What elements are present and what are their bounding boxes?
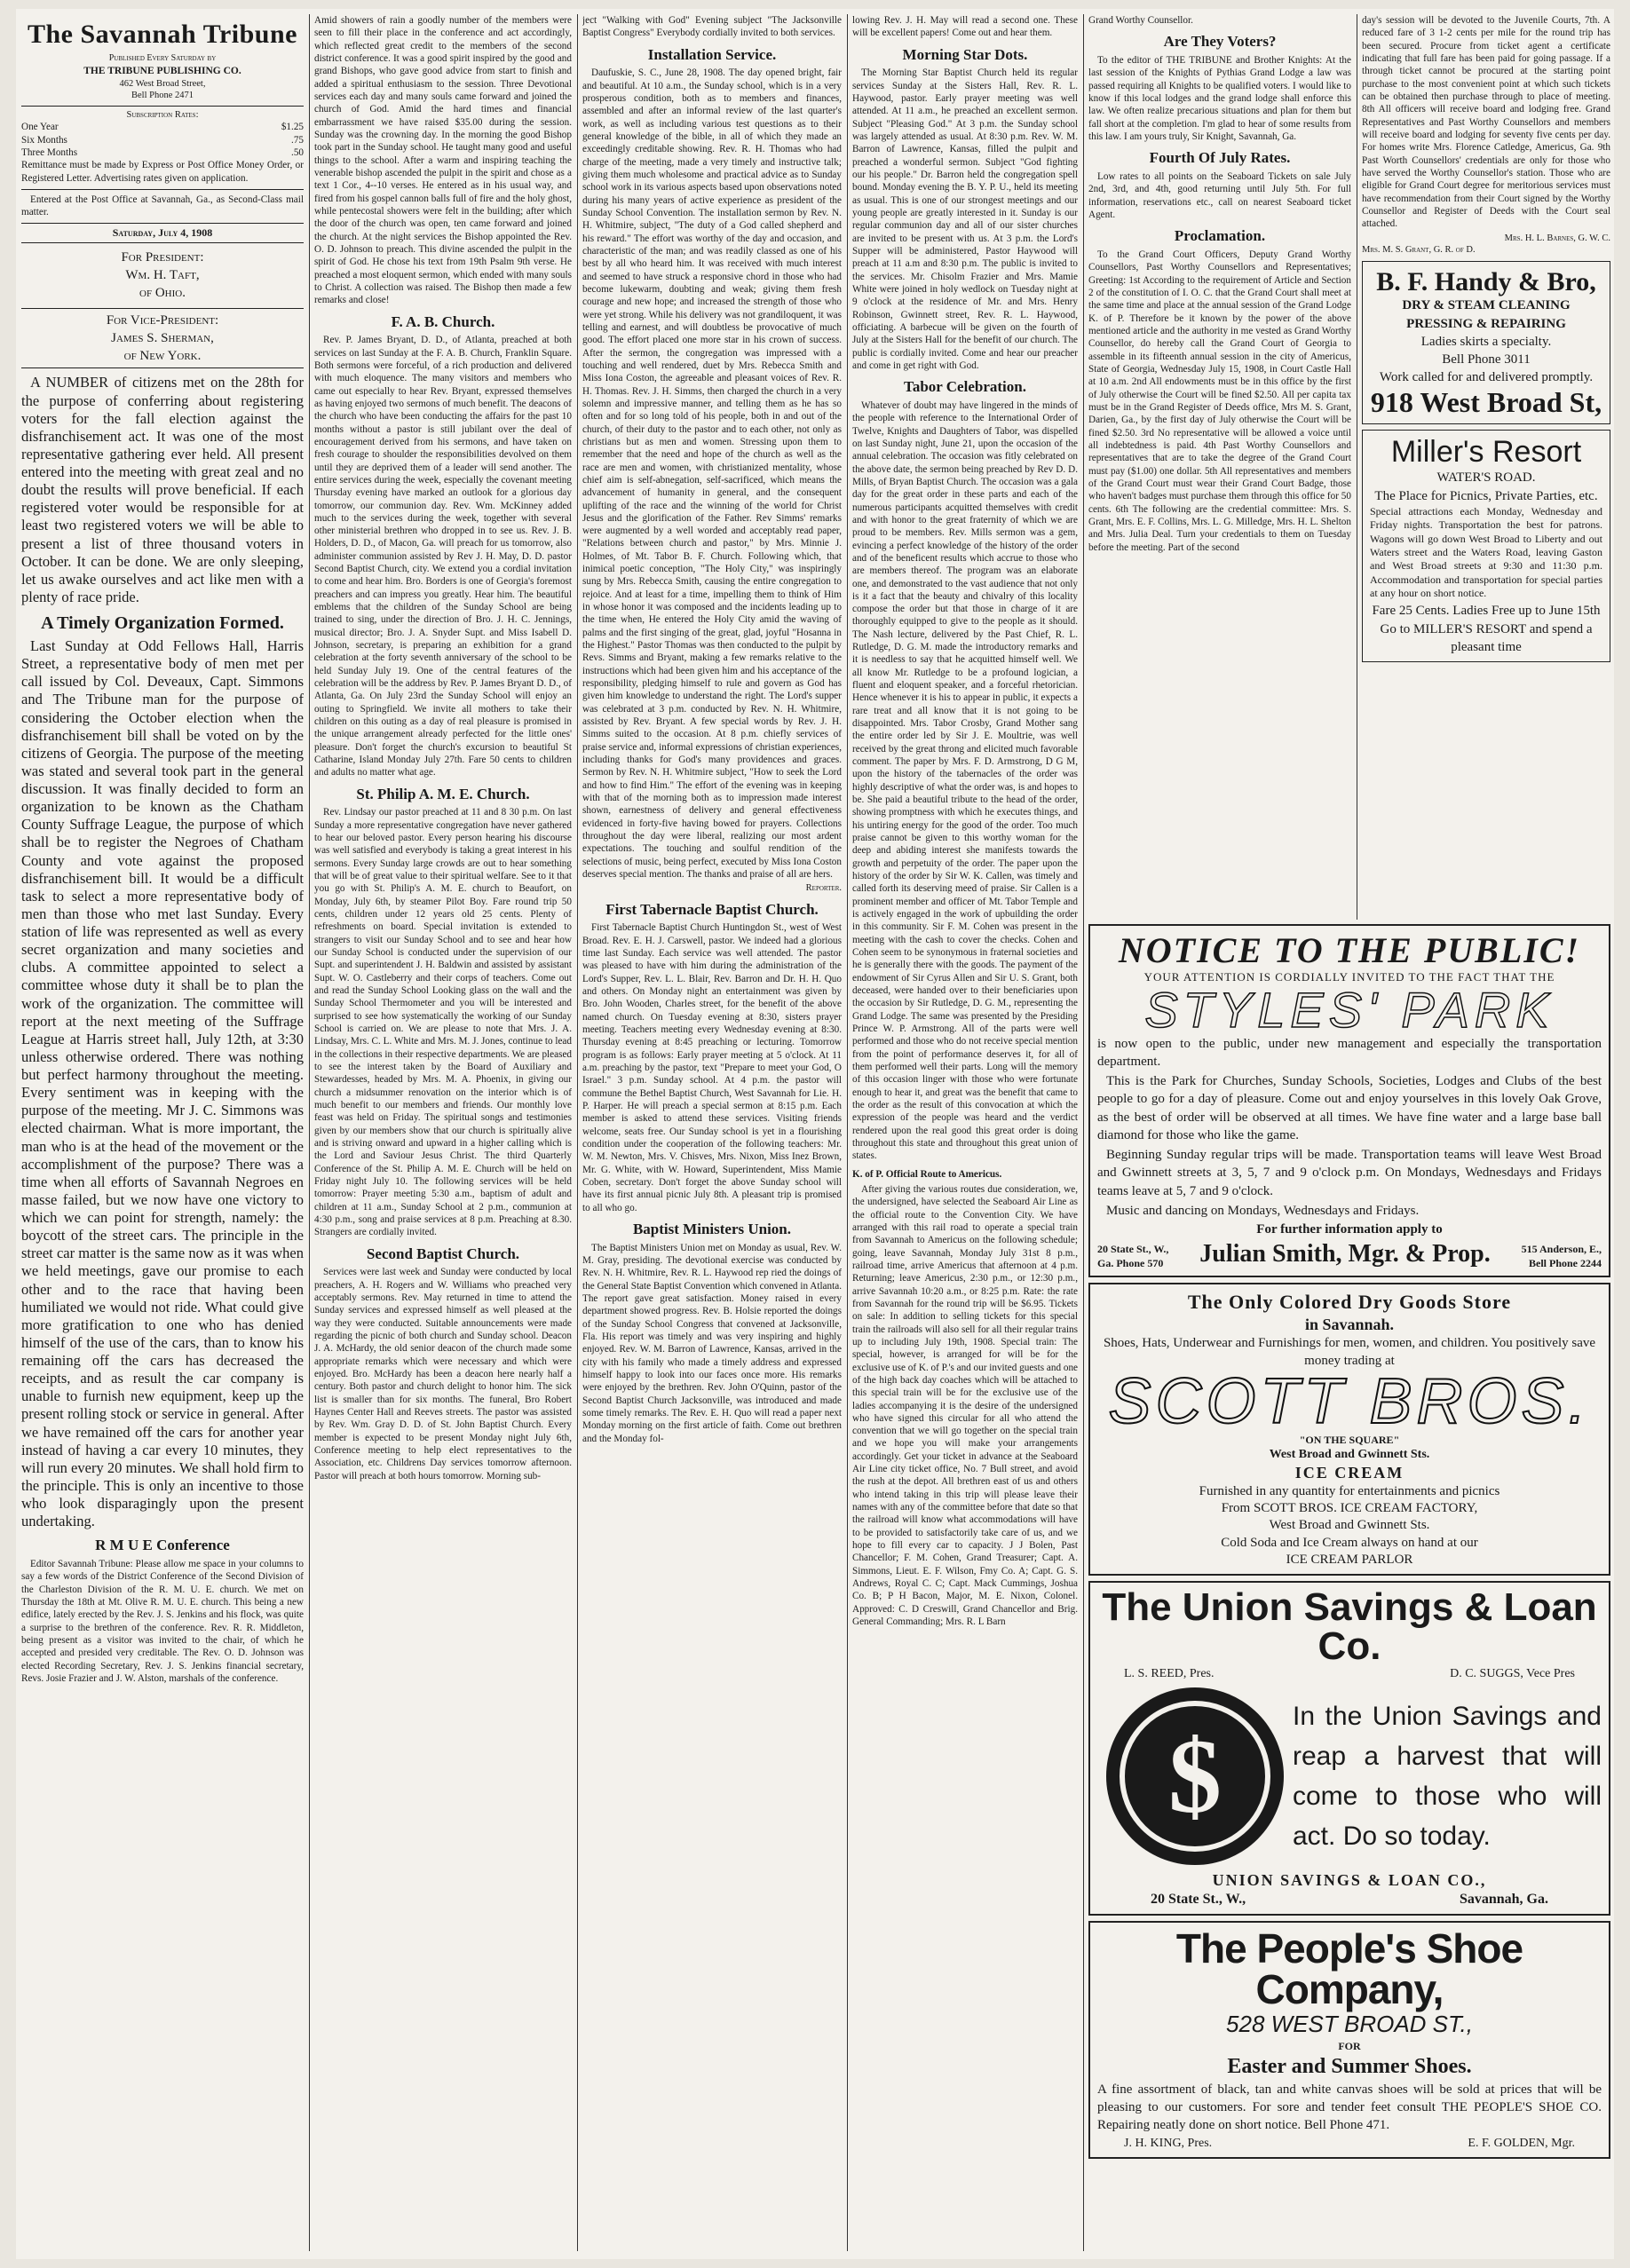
article-heading: Are They Voters? — [1163, 33, 1277, 51]
ad-subtitle: Easter and Summer Shoes. — [1227, 2054, 1472, 2078]
ad-body: Beginning Sunday regular trips will be made. Transportation teams will leave West Broad and Gwinnett streets at 3, 5, 7 and 9 o'clock p.m. On Mondays, Wednesdays and Fridays teams leave at 5, 7 and 9 o'clock. — [1097, 1148, 1602, 1198]
ad-footer: UNION SAVINGS & LOAN CO., — [1212, 1870, 1487, 1889]
rates-heading: Subscription Rates: — [126, 109, 199, 120]
ad-line: Ladies skirts a specialty. — [1420, 334, 1552, 349]
vp-state: of New York. — [123, 349, 202, 364]
ad-line: West Broad and Gwinnett Sts. — [1269, 1448, 1430, 1462]
ad-body: Special attractions each Monday, Wednesday and Friday nights. Transportation the best for patrons. Wagons will go down West Broad to Liberty and out Waters street and the Waters Road, leaving Gaston and West Broad streets at 9:30 and 11:30 p.m. Accommodation and transportation for special parties at any hour on short notice. — [1370, 504, 1602, 599]
article-heading: First Tabernacle Baptist Church. — [605, 900, 819, 918]
ad-copy: In the Union Savings and reap a harvest that will come to those who will act. Do so today. — [1293, 1701, 1602, 1851]
president-block — [21, 249, 304, 303]
column-rule — [1083, 14, 1084, 2251]
ad-line: Work called for and delivered promptly. — [1379, 370, 1594, 385]
ad-line: ICE CREAM — [1294, 1463, 1404, 1482]
ad-city: Savannah, Ga. — [1459, 1891, 1548, 1907]
president-state: of Ohio. — [139, 286, 186, 301]
article-body: Services were last week and Sunday were conducted by local preachers, A. H. Rogers and W. Williams who preached very acceptably sermons. Rev. May returned in time to attend the Sunday services and expressed himself as well pleased at the way they were conducted. Suitable announcements were made regarding the picnic of both church and Sunday school. Deacon J. A. McHardy, the old senior deacon of the church made some appropriate remarks which were necessary and which were enjoyed. Bro. McHardy has been a deacon here nearly half a century. Both pastor and church delight to honor him. The sick list is smaller than for six months. The funeral, Bro Robert Haynes Center Hall and Reeves streets. The pastor was assisted by Rev. Wm. Gray D. D. of St. John Baptist Church. Every member is expected to be present Monday night July 6th, Conference meeting to help elect representatives to the Association, etc. Childrens Day services tomorrow afternoon. Pastor will preach at both hours tomorrow. Morning sub- — [314, 1267, 572, 1482]
ad-line: The Only Colored Dry Goods Store — [1187, 1291, 1512, 1314]
article-heading: K. of P. Official Route to Americus. — [852, 1168, 1002, 1180]
vp-heading: For Vice-President: — [106, 312, 219, 328]
newspaper-page — [16, 9, 1614, 2259]
article-body: Grand Worthy Counsellor. — [1088, 15, 1193, 26]
ad-body — [1097, 1682, 1602, 1870]
article-body: Amid showers of rain a goodly number of the members were seen to fill their place in the conference and act accordingly, which reflected great credit to the members of the second district conference. It was a good spirit inspired by the good and grand Bishops, who gave good advice from start to finish and added a spiritual enthusiasm to the session. Three Devotional services each day and many souls came forward and joined the church of God. Amid the hard times and financial embarrassment we have raised $35.00 during the session. Sunday was the crowning day. In the morning the good Bishop took part in the Sunday school. He taught many good and useful things to the school. After a warm and inspiring teaching the venerable bishop ascended the pulpit in the spirit and chose as a text 1 Cor., 4--10 verses. He entered as in his usual way, and fired from his gospel cannon balls full of fire and the holy ghost, while pentecostal showers were felt in the building; after which the door of the church was open, ten came forward and joined the church. At the night services the Bishop appointed the Rev. O. D. Johnson to preach. This divine ascended the pulpit in the spirit of God. He chose his text from 19th Psalm 9th verse. He preached a most eloquent sermon, which ended with many souls to Christ. A collection was raised. The Bishop then made a few remarks and close! — [314, 15, 572, 306]
article-body: Low rates to all points on the Seaboard Tickets on sale July 2nd, 3rd, and 4th, good returning until July 5th. For full information, reservations etc., call on nearest Seaboard ticket Agent. — [1088, 171, 1351, 220]
article-heading: R M U E Conference — [95, 1537, 230, 1554]
article-body: The Morning Star Baptist Church held its regular services Sunday at the Sisters Hall, Rev. R. L. Haywood, pastor. Early prayer meeting was well attended. At 11 a.m., he preached an excellent sermon. Subject "Pleasing God." At 3 p.m. the Sunday school was largely attended as usual. At 8:30 p.m. Rev. W. M. Barron of Lawrence, Kansas, filled the pulpit and preached a wonderful sermon. Subject "God fighting our his people." Dr. Barron held the congregation spell bound. Monday evening the B. Y. P. U., held its meeting as usual. This is one of our strongest meetings and our young people are greatly interested in it. Sunday is our regular communion day and all of our sister churches are invited to be present with us. At 3 p.m. the Lord's Supper will be administered, Pastor Haywood will preach at 11 a.m and 8:30 p.m. The public is invited to the services. Mr. Chisolm Frazier and Mrs. Mamie White were joined in holy wedlock on Tuesday night at 9 o'clock at the residence of Mr. and Mrs. Henry Robinson, Gwinnett street, Rev. R. L. Haywood, officiating. A barbecue will be given on the fourth of July at the Sisters Hall for the benefit of our church. The public is cordially invited. Come and hear our preacher and come in get right with God. — [852, 67, 1078, 371]
column-2 — [314, 14, 572, 2251]
ad-president: J. H. KING, Pres. — [1124, 2137, 1213, 2151]
ad-line: YOUR ATTENTION IS CORDIALLY INVITED TO THE FACT THAT THE — [1143, 970, 1555, 984]
ad-line: Fare 25 Cents. Ladies Free up to June 15th — [1372, 604, 1601, 619]
article-body: Rev. P. James Bryant, D. D., of Atlanta, preached at both services on last Sunday at the F. A. B. Church, Franklin Square. Both sermons were forceful, of a rich production and delivered with much eloquence. The many visitors and members who came out especially to hear Rev. Bryant, expressed themselves as having enjoyed two sermons of much benefit. The deacons of the church who have been conducting the affairs for the past 10 months without a pastor is still jubilant over the deal of encouragement derived from his sermons, and have taken on fresh courage to shoulder the responsibilities devolved on them until they are deprived them of a leader will send another. The entire services during the week, especially the covenant meeting Thursday evening have marked an outlook for a glorious day tomorrow, our communion day. Rev. Wm. McKinney added much to the services during the week, together with several other ministerial brethren who dropped in to see us. Rev. J. B. Holders, D. D., of Macon, Ga. will preach for us tomorrow, also administer communion assisted by Rev J. H. May, D. D. pastor Second Baptist Church, city. We extend you a cordial invitation to come and hear him. Bro. Borders is one of Georgia's foremost preachers and can impress you greatly. Hear him. The beautiful emblems that the children of the Sunday School are being trained to sing, under the direction of Bro. J. H. C. Jennings, musical director; Bro. J. A. Snyder Supt. and Miss Isabell D. Johnson, secretary, is preparing an exhibition for a grand celebration at the forty seventh anniversary of the school to be held Sunday July 19. One of the central features of the celebration will be the address by Rev. P. James Bryant D. D., of Atlanta, Ga. On July 23rd the Sunday School will enjoy an outing to Springfield. We invite all mothers to take their children on this outing as a day of real pleasure is promised in the unique arrangement already perfected for the little ones' pleasure. Don't forget the church's excursion to beautiful St Catharine, Island Monday July 27th. Fare 50 cents to children and adults no matter what age. — [314, 335, 572, 778]
ad-line: Shoes, Hats, Underwear and Furnishings for men, women, and children. You positively save money trading at — [1103, 1336, 1596, 1368]
ad-officers — [1097, 1666, 1602, 1682]
ad-line: Cold Soda and Ice Cream always on hand at our — [1221, 1535, 1478, 1550]
ad-officers — [1097, 2136, 1602, 2152]
ad-title: SCOTT BROS. — [1108, 1365, 1591, 1437]
ad-title: The People's Shoe Company, — [1175, 1925, 1523, 2013]
scott-bros-ad — [1088, 1283, 1610, 1576]
president-name: Wm. H. Taft, — [125, 268, 200, 283]
ad-body: This is the Park for Churches, Sunday Schools, Societies, Lodges and Clubs of the best people to go for a day of pleasure. Come out and enjoy yourselves in this lovely Oak Grove, as the best of order will be observed at all times. We have fine water and a large base ball diamond for those who like the game. — [1097, 1074, 1602, 1142]
vp-block — [21, 308, 304, 369]
article-heading: Tabor Celebration. — [904, 378, 1026, 396]
article-body: ject "Walking with God" Evening subject "The Jacksonville Baptist Congress" Everybody cordially invited to both services. — [582, 15, 842, 39]
column-rule — [847, 14, 848, 2251]
rate-label: Three Months — [21, 146, 78, 158]
ad-president: L. S. REED, Pres. — [1124, 1666, 1215, 1680]
article-heading: F. A. B. Church. — [391, 312, 495, 330]
article-heading: Second Baptist Church. — [366, 1245, 520, 1262]
article-body: Daufuskie, S. C., June 28, 1908. The day opened bright, fair and beautiful. At 10 a.m., the Sunday school, which is in a very prosperous condition, both as to members and finances, assembled and after an informal review of the last quarter's work, as well as including various test questions as to their general knowledge of the bible, in all of which they made an exceedingly creditable showing. Rev. R. H. Thomas who had charge of the meeting, made a very timely and instructive talk; giving them much wholesome and practical advice as to Sunday school work in its various aspects based upon observations noted during his many years of active experience as president of the Sunday School Convention. The installation sermon by Rev. N. H. Whitmire, subject, "The duty of a God called shepherd and his reward." The effort was worthy of the day and occasion, and characteristic of the man; and was readily classed as one of his best by all who heard him. It was received with much interest and seemed to have struck a responsive chord in those who had become lukewarm, doubting and weak; giving them fresh courage and new hope; and increased the strength of those who were yet strong. While his delivery was not grandiloquent, it was telling and earnest, and will doubtless be provocative of much good. The effort placed one more star in his crown of success. After the sermon, the congregation was impressed with a touching and well rendered, duet by Mrs. Rebecca Smith and Miss Iona Coston, the agreeable and pleasant voices of Rev. R. H. Thomas. Rev. J. H. Simms, then charged the church in a very solemn and impressive manner, and telling them as he has so often and for so long told of his people, both in and out of the church, of their duty to the pastor and to each other, not only as christians but as men and women. Stressing upon them to remember that the need and hope of the church as well as the race are men and women, with christianized mentality, whose chief aim is self-abnegation, self-sacrificed, which means the advancement of humanity in general, and the consequent uplifting of the race and the winning of the world for Christ Jesus and the glorification of the Father. Rev Simms' remarks were augmented by a well worded and acceptably read paper, "Relations between church and pastor," by Mrs. Minnie J. Holmes, of Mt. Tabor B. F. Church. Following which, that inimical poetic conception, "The Holy City," was inspiringly sung by Mrs. Rebecca Smith, causing the entire congregation to rejoice. And at least for a time, impelling them to think of Him in whose honor it was composed and the incidents leading up to the time when, He entered the Holy City amid the waving of palms and the first singing of the great, glad, joyful "Hosanna in the Highest." Pastor Thomas was then conducted to the pulpit by Revs. Simms and Bryant, making a few remarks relative to the instructions which had been given him and his acceptance of the responsibility, pledging himself to rule and govern as God has given him knowledge to understand the right. The Lord's supper was celebrated at 3 p.m. conducted by Rev. N. H. Whitmire, assisted by Rev. Bryant. A few special words by Rev. J. H. Simms suited to the occasion. At 8 p.m. chiefly services of praise service and, informal expressions of christian experiences, including thanks for God's many providences and graces. Sermon by Rev. N. H. Whitmire subject, "How to seek the Lord and how to find Him." The effort of the evening was in keeping with that of the morning both as to impression made interest shown, earnestness of delivery and general effectiveness evidenced in forty-five having bowed for prayers. Collections throughout the day were liberal, realizing our most ardent expectations. The touching and soulful rendition of the selections of music, being perfect, executed by Miss Iona Coston deserves special mention. The thanks and praise of all are hers. — [582, 67, 842, 881]
article-body: Editor Savannah Tribune: Please allow me space in your columns to say a few words of the District Conference of the Second Division of the Charleston Division of the R. M. U. E. church. We met on Thursday the 18th at Mt. Olive R. M. U. E. church. This being a new edifice, lately erected by the Rev. J. S. Jenkins and his flock, was quite a surprise to the brethren of the conference. Rev. R. R. Middleton, being present as a visitor was invited to the chair, of which he accepted and presided very creditable. The Rev. O. D. Johnson was elected Recording Secretary, Rev. J. S. Jenkins financial secretary, Revs. Josie Frazier and J. W. Alston, marshals of the conference. — [21, 1558, 304, 1684]
column-5 — [1088, 14, 1351, 902]
ad-line: From SCOTT BROS. ICE CREAM FACTORY, — [1221, 1501, 1478, 1516]
masthead-publisher: THE TRIBUNE PUBLISHING CO. — [83, 66, 241, 77]
article-body: Last Sunday at Odd Fellows Hall, Harris Street, a representative body of men met per call issued by Col. Deveaux, Capt. Simmons and The Tribune man for the purpose of considering the October election when the disfranchisement bill shall be voted on by the citizens of Georgia. The purpose of the meeting was stated and several took part in the general discussion. It was finally decided to form an organization to be known as the Chatham County Suffrage League, the purpose of which shall be to register the Negroes of Chatham County and vote against the proposed disfranchisement bill. It would be a difficult task to select a more representative body of men than those who met last Sunday. Every station of life was represented as well as every secret organization and many societies and clubs. A committee appointed to select a committee whose duty it shall be to plan the work of the organization. The committee will report at the next meeting of the Suffrage League at Harris street hall, July 12th, at 3:30 unless otherwise ordered. There was nothing but perfect harmony throughout the meeting. Every sentiment was in keeping with the purpose of the meeting. Mr J. C. Simmons was elected chairman. What is more important, the man who is at the head of the movement or the accomplishment of the purpose? There was a time when all efforts of Savannah Negroes en masse failed, but we now have one victory to which we can point for strength, namely: the boycott of the street cars. The principle in the street car matter is the same now as it was when we held meetings, gave our promise to each other and to the race that having been humiliated we would not ride. What could give more gratification to one who has denied himself of the use of the cars, than to know his remaining off the cars has decreased the receipts, and as result the car company is unable to furnish new equipment, keep up the present rolling stock or service in general. After we have remained off the cars for another year instead of having a car every 10 minutes, they will run every 20 minutes. We shall hold firm to the principle. This is only an incentive to those who look disparagingly upon the present undertaking. — [21, 637, 304, 1530]
article-heading: Proclamation. — [1174, 227, 1266, 245]
article-heading: Morning Star Dots. — [902, 45, 1028, 63]
logo-ring — [1120, 1701, 1270, 1852]
ad-body: is now open to the public, under new management and especially the transportation department. — [1097, 1036, 1602, 1069]
column-rule — [309, 14, 310, 2251]
article-heading: Installation Service. — [647, 45, 777, 63]
styles-park-ad — [1088, 924, 1610, 1277]
article-body: To the editor of THE TRIBUNE and Brother Knights: At the last session of the Knights of Pythias Grand Lodge a law was passed requiring all Knights to be qualified voters. I would like to know if this local lodges and the grand lodge shall enforce this law. We often realize precarious situations and plan for them but fall short at the completion. I'm glad to hear of some results from this law. I am yours truly, Sir Knight, Savannah, Ga. — [1088, 55, 1351, 142]
handy-ad — [1362, 261, 1610, 423]
article-body: day's session will be devoted to the Juvenile Courts, 7th. A reduced fare of 3 1-2 cents per mile for the round trip has been secured. Procure from ticket agent a certificate indicating that full fare has been paid for going passage. If a through ticket cannot be procured at the starting point purchase to the most convenient point at which such tickets can be obtained then purchase through to place of meeting. 8th All officers will receive board and lodging free. Grand Representatives and Past Worthy Counsellors and members will receive board and lodging for seventy five cents per day. For homes write Mrs. Florence Catledge, Americus, Ga. 9th Past Worth Counsellors' credentials are only for those who have served the Worthy Counsellor's station. Those who are eligible for Grand Court degree for meritorious services must have recommendation from their Court signed by the Worthy Counsellor and Register of Deeds with the Court seal attached. — [1362, 15, 1610, 230]
wide-ads — [1088, 919, 1610, 2246]
rate-label: One Year — [21, 122, 59, 133]
article-signature: Mrs. H. L. Barnes, G. W. C. — [1504, 233, 1610, 243]
column-4 — [852, 14, 1078, 2251]
column-rule — [577, 14, 578, 2251]
ad-vice-president: D. C. SUGGS, Vece Pres — [1450, 1666, 1575, 1680]
ad-line: DRY & STEAM CLEANING — [1402, 298, 1571, 313]
rate-label: Six Months — [21, 134, 67, 146]
ad-address: 515 Anderson, E., — [1521, 1243, 1602, 1256]
ad-address: 20 State St., W., — [1151, 1891, 1246, 1907]
ad-body: Music and dancing on Mondays, Wednesdays and Fridays. — [1106, 1203, 1420, 1218]
dollar-sign-icon: $ — [1168, 1717, 1222, 1836]
article-body: To the Grand Court Officers, Deputy Grand Worthy Counsellors, Past Worthy Counsellors and Representatives; Greeting: 1st According to the requirement of Article and Section 2 of the constitution of I. O. C. that the Grand Court shall meet at the same time and place at the annual session of the Grand Lodge K. of P. Therefore be it known by the power of the above mentioned article and the authority in me vested as Grand Worthy Counsellor, do hereby call the Grand Court of Georgia to assemble in its fifteenth annual session in the city of Americus, State of Georgia, Wednesday July 15, 1908, in Court Castle Hall at 10 a.m. 2nd All endowments must be in this office by the first of July otherwise the Court will be fined $2.50. All per capita tax must be in the Grand Register of Deeds office, Mrs M. S. Grant, Darien, Ga., by the first day of July otherwise the Court will be fined $2.50. 3rd No representative will be allowed a voice until all indebtedness is paid. 4th Past Worthy Counsellors and representatives that are to take the degree of the Grand Court must pay ($1.00) one dollar. 5th All representatives and members of the Grand Court must wear their Grand Court Badge, those who haven't badges must purchase them through this office for 50 cents. 6th The following are the credential committee: Mrs. S. Grant, Mrs. E. F. Collins, Mrs. L. G. Milledge, Mrs. H. L. Shelton and Mrs. Julia Deal. Turn your credentials to them on Tuesday before the meeting. Part of the second — [1088, 249, 1351, 553]
article-body: After giving the various routes due consideration, we, the undersigned, have selected the Seaboard Air Line as the official route to the Convention City. We have arranged with this rail road to operate a special train from Savannah to Americus on the following schedule; going, leave Savannah, Monday July 31st 8 p.m., railroad time, arrive Americus that afternoon at 4 p.m. Returning; leave Americus, 2:30 p.m., or 12:30 p.m., arrive Savannah 10:20 a.m., or 8:25 p.m. Rate: the rate from Savannah for the round trip will be $6.95. Tickets on sale: In addition to selling tickets for this special train the railroads will also sell for all their regular trains up to including July 19th, 1908. Special train: The special, however, is arranged for will be for the exclusive use of K. of P.'s and our invited guests and one of the high back day coaches which will be attached to this special train will be for the exclusive use of the ladies accompanying it is the desire of the undersigned who have signed this circular for all who attend the convention that we will go together on the special train and we hope you will make your arrangements accordingly. Get your ticket in advance at the Seaboard Air Line city ticket office, No. 7 Bull street, and avoid the rush at the depot. All brethren east of us and others who intend taking in this trip will please leave their names with any of the committee before that date so that the railroad will know what accommodations will have to be provided to satisfactorily take care of us, and we hope to fill every car to capacity. J J Bolen, Past Chancellor; F. M. Cohen, Grand Treasurer; Capt. A. Simmons, Lieut. E. F. Wilson, Fmy Co. A; Capt. G. S. Andrews, Royal C. C; Capt. Mack Cummings, Joshua Co. B; P H Bacon, Major, M. E. Nixon, Colonel. Approved: C. D Creswill, Grand Chancellor and Brig. General Commanding; Mrs. R. L Barn — [852, 1183, 1078, 1628]
rate-row — [21, 146, 304, 159]
ad-title: B. F. Handy & Bro, — [1376, 267, 1596, 297]
union-savings-ad — [1088, 1581, 1610, 1916]
article-signature: Mrs. M. S. Grant, G. R. of D. — [1362, 245, 1476, 256]
ad-line: "ON THE SQUARE" — [1299, 1433, 1400, 1446]
vp-name: James S. Sherman, — [111, 330, 214, 345]
miller-ad — [1362, 430, 1610, 662]
ad-notice: NOTICE TO THE PUBLIC! — [1118, 930, 1581, 970]
masthead-phone: Bell Phone 2471 — [131, 91, 194, 101]
peoples-shoe-ad — [1088, 1921, 1610, 2159]
article-signature: Reporter. — [805, 883, 842, 894]
entered-note: Entered at the Post Office at Savannah, Ga., as Second-Class mail matter. — [21, 194, 304, 218]
ad-line: PRESSING & REPAIRING — [1406, 316, 1566, 331]
column-3 — [582, 14, 842, 2251]
ad-line: Go to MILLER'S RESORT and spend a pleasant time — [1380, 621, 1593, 654]
article-body: Whatever of doubt may have lingered in the minds of the people with reference to the International Order of Twelve, Knights and Daughters of Tabor, was dispelled on last Sunday night, June 21, upon the occasion of the annual celebration. The occasion was fitly celebrated on the above date, the sermon being preached by Rev D. D. Mills, of Bryan Baptist Church. The occasion was a gala day for the great order in these parts and each of the numerous participants acquitted themselves with credit and with honor to the great fraternity of which we are proud to be members. Rev. Mills sermon was a gem, evincing a perfect knowledge of the history of the order and of the beneficent results which accrue to those who are members thereof. The program was an elaborate one, and demonstrated to the vast audience that not only is it a fact that the beauty and chivalry of this locality compose the order but that those in charge of it are thoroughly equipped to give to the people as it should. The Nash lecture, delivered by the Past Chief, R. L. Rutledge, D. G. M. made the introductory remarks and it is needless to say that he acquitted himself well. We all know Mr. Rutledge to be a profound logician, a fluent and eloquent speaker, and a forceful rhetorician. Hence whenever it is his to appear in public, it expects a rare treat and all know that it is not going to be disappointed. Mrs. Tabor Crosby, Grand Mother sang the entire order led by Sir J. E. Moultrie, was well received by the great throng and elicited much favorable comment. The paper by Mrs. F. D. Armstrong, D G M, upon the history of the tabernacles of the order was highly descriptive of what the order was, is and hopes to be. She paid a beautiful tribute to the head of the order, showing promptness with which he executes things, and his untiring energy for the good of the order. Too much praise cannot be given to this worthy woman for the deep and abiding interest she manifests towards the growth and perpetuity of the order. The paper upon the history of the order by Sir W. K. Callen, was timely and called forth its deserving meed of praise. Sir Callen is a prominent member and officer of Mt. Tabor Temple and is actively engaged in the work of upbuilding the order in this community. Sir F. M. Cohen was present in the meeting with the cash to cover the checks. Cohen and Cohen seem to be synonymous in fraternal societies and he is generally there with the goods. The payment of the endowment of Sir Cyrus Allen and Sir U. S. Grant, both deceased, were handed over to their beneficiaries upon the occasion by Sir Rutledge, D. G. M., representing the Grand Lodge. The same was presented by the Presiding Prince W. P. Armstrong. All of the parts were well performed and those who do not receive special mention from the point of performance deserves it, for all of them performed well their parts. Long will the memory of this occasion linger with those who were fortunate enough to hear it, and great was the benefit that came to the order as the result of this convocation at which the expression of the people was heard and the verdict rendered upon the real good this great order is doing throughout this state and throughout this great union of states. — [852, 399, 1078, 1162]
ad-body: A fine assortment of black, tan and white canvas shoes will be sold at prices that will be pleasing to our customers. For sore and tender feet consult THE PEOPLE'S SHOE CO. Repairing neatly done on short notice. Bell Phone 471. — [1097, 2082, 1602, 2133]
article-heading: Fourth Of July Rates. — [1149, 149, 1291, 167]
president-heading: For President: — [121, 249, 204, 265]
issue-date: Saturday, July 4, 1908 — [21, 223, 304, 243]
article-heading: Baptist Ministers Union. — [632, 1221, 792, 1238]
column-6 — [1362, 14, 1610, 902]
ad-contact — [1097, 1238, 1602, 1270]
subscription-rates — [21, 106, 304, 190]
ad-phone: Bell Phone 2244 — [1528, 1256, 1602, 1269]
ad-line: The Place for Picnics, Private Parties, etc. — [1374, 488, 1598, 503]
rate-price: .50 — [291, 146, 304, 158]
ad-line: ICE CREAM PARLOR — [1286, 1552, 1413, 1567]
ad-address: 20 State St., W., — [1097, 1243, 1169, 1256]
ad-line: For further information apply to — [1256, 1222, 1443, 1237]
ad-manager: Julian Smith, Mgr. & Prop. — [1199, 1240, 1491, 1268]
rate-price: .75 — [291, 134, 304, 146]
ad-address: 528 WEST BROAD ST., — [1226, 2011, 1473, 2038]
ad-line: Furnished in any quantity for entertainments and picnics — [1199, 1484, 1500, 1498]
article-body: Rev. Lindsay our pastor preached at 11 and 8 30 p.m. On last Sunday a more representative congregation have never gathered to hear our beloved pastor. Every person hearing his discourse was well satisfied and everybody is taking a great interest in his sermons. Every Sunday large crowds are out to hear something that will be of great value to their spiritual welfare. See to it that you go with St. Philip's A. M. E. church to Beaufort, on Monday, July 6th, by steamer Pilot Boy. Fare round trip 50 cents, children under 12 years old 25 cents. Plenty of refreshments on board. Special invitation is extended to strangers to visit our Sunday School and to see and hear how our Sunday School is conducted under the supervision of our Supt. and superintendent J. H. Baldwin and assisted by assistant Supt. W. O. Castleberry and their corps of teachers. Come out and read the Sunday School Looking glass on the wall and the Sunday School Thermometer and you will be interested and surprised to see how systematically the working of our Sunday School is carried on. We are please to note that Mrs. J. A. Lindsay, Mrs. C. L. White and Mrs. M. J. Jones, continue to lead in the collections in their respective departments. We are pleased to see the interest taken by the Board of Auxiliary and Stewardesses, headed by Mrs. M. A. Phoenix, in giving our church a midsummer renovation on the interior which is of much benefit to our members and friends. Our monthly love feast was held on Friday. The spiritual songs and testimonies given by our members show that our church is spiritually alive and is striving onward and upward in a higher calling which is the Lord and Saviour Jesus Christ. The third Quarterly Conference of the St. Philip A. M. E. Church will be held on Friday night July 10. The following services will be held tomorrow: Prayer meeting 5:30 a.m., baptism of adult and children at 11 a.m., Sunday School at 2 p.m., communion at 4:30 p.m., song and praise services at 8 p.m. Preaching at 8.30. Strangers are cordially invited. — [314, 807, 572, 1238]
ad-title: STYLES' PARK — [1144, 981, 1555, 1038]
article-body: lowing Rev. J. H. May will read a second one. These will be excellent papers! Come out and hear them. — [852, 15, 1078, 39]
lead-editorial: A NUMBER of citizens met on the 28th for the purpose of conferring about registering voters for the fall election against the disfranchisement act. It was one of the most representative gathering ever held. All present entered into the meeting with great zeal and no doubt the results will prove beneficial. If each registered voter would be responsible for at least two registered voters we will be able to present a list of three thousand voters in October. It can be done. We are only sleeping, let us awake ourselves and act like men with a plenty of race pride. — [21, 374, 304, 605]
ad-line: FOR — [1338, 2039, 1361, 2052]
ad-title: The Union Savings & Loan Co. — [1102, 1584, 1597, 1668]
ad-phone: Bell Phone 3011 — [1442, 352, 1531, 367]
ad-footer-row — [1097, 1891, 1602, 1908]
rate-row — [21, 121, 304, 133]
masthead-published: Published Every Saturday by — [108, 53, 217, 64]
ad-contact-right — [1522, 1243, 1602, 1270]
ad-manager: E. F. GOLDEN, Mgr. — [1468, 2137, 1575, 2151]
masthead-title: The Savannah Tribune — [27, 20, 297, 49]
ad-line: West Broad and Gwinnett Sts. — [1269, 1518, 1430, 1533]
plant-a-dollar-logo-icon — [1106, 1687, 1284, 1865]
ad-line: in Savannah. — [1304, 1316, 1395, 1334]
remittance-note: Remittance must be made by Express or Post Office Money Order, or Registered Letter. Advertising rates given on application. — [21, 160, 304, 184]
ad-contact-left — [1097, 1243, 1168, 1270]
ad-title: Miller's Resort — [1390, 434, 1582, 469]
masthead-address: 462 West Broad Street, — [119, 78, 206, 89]
article-body: The Baptist Ministers Union met on Monday as usual, Rev. W. M. Gray, presiding. The devotional exercise was conducted by Rev. N. H. Whitmire, Rev. R. L. Haywood rep ried the doings of the General State Baptist Convention which convened in Atlanta. The report gave great satisfaction. Money raised in every department showed progress. Rev. B. Holsie reported the doings of the Sunday School Congress that convened at Jacksonville, Fla. His report was timely and was very inspiring and highly enjoyed. Rev. W. M. Barron of Lawrence, Kansas, arrived in the city with his family who made a timely address and expressed himself happy to look into our faces once more. His remarks were enjoyed by the brethren. Rev. John O'Quinn, pastor of the Second Baptist Church Jacksonville, was introduced and made some timely remarks. The Rev. E. H. Quo will read a paper next Monday morning on the first article of faith. Come out brethren and the Monday fol- — [582, 1242, 842, 1444]
ad-address: 918 West Broad St, — [1370, 385, 1602, 418]
rate-row — [21, 134, 304, 146]
article-heading: A Timely Organization Formed. — [41, 613, 284, 633]
article-heading: St. Philip A. M. E. Church. — [356, 785, 530, 802]
ad-phone: Ga. Phone 570 — [1097, 1256, 1164, 1269]
ad-line: WATER'S ROAD. — [1436, 470, 1536, 486]
column-1 — [21, 14, 304, 2251]
rate-price: $1.25 — [281, 122, 304, 133]
article-body: First Tabernacle Baptist Church Huntingdon St., west of West Broad. Rev. E. H. J. Carswell, pastor. We indeed had a glorious time last Sunday. Each service was well attended. The pastor was pleased to have with him during the administration of the Lord's Supper, Rev. L. L. Blair, Rev. Barron and Dr. H. H. Quo and others. On Monday night an entertainment was given by Bro. John Wooden, Charles street, for the benefit of the above named church. On Tuesday evening at 8:30, sisters prayer meeting. Teachers meeting every Wednesday evening at 8:30. Thursday evening at 8:45 preaching or lecturing. Tomorrow program is as follows: Early prayer meeting at 5 o'clock. At 11 a.m. preaching by the pastor, text "Prepare to meet your God, O Israel." 3 p.m. Sunday school. At 4 p.m. the pastor will commune the Bethel Baptist Church, West Savannah for Lie. H. P. Harper. He will preach a special sermon at 8:15 p.m. Each member is asked to attend these services. Visiting friends welcome, seats free. Our Sunday school is yet in a flourishing condition under the cooperation of the following teachers: Mr. W. M. Newton, Mrs. V. Chisves, Mrs. Nixon, Miss Inez Brown, Mr. G. White, with W. Howard, Superintendent, Miss Mamie Coben, secretary. Don't forget the above Sunday school will have its first annual picnic July 8th. A pleasant trip is promised to all who go. — [582, 922, 842, 1213]
